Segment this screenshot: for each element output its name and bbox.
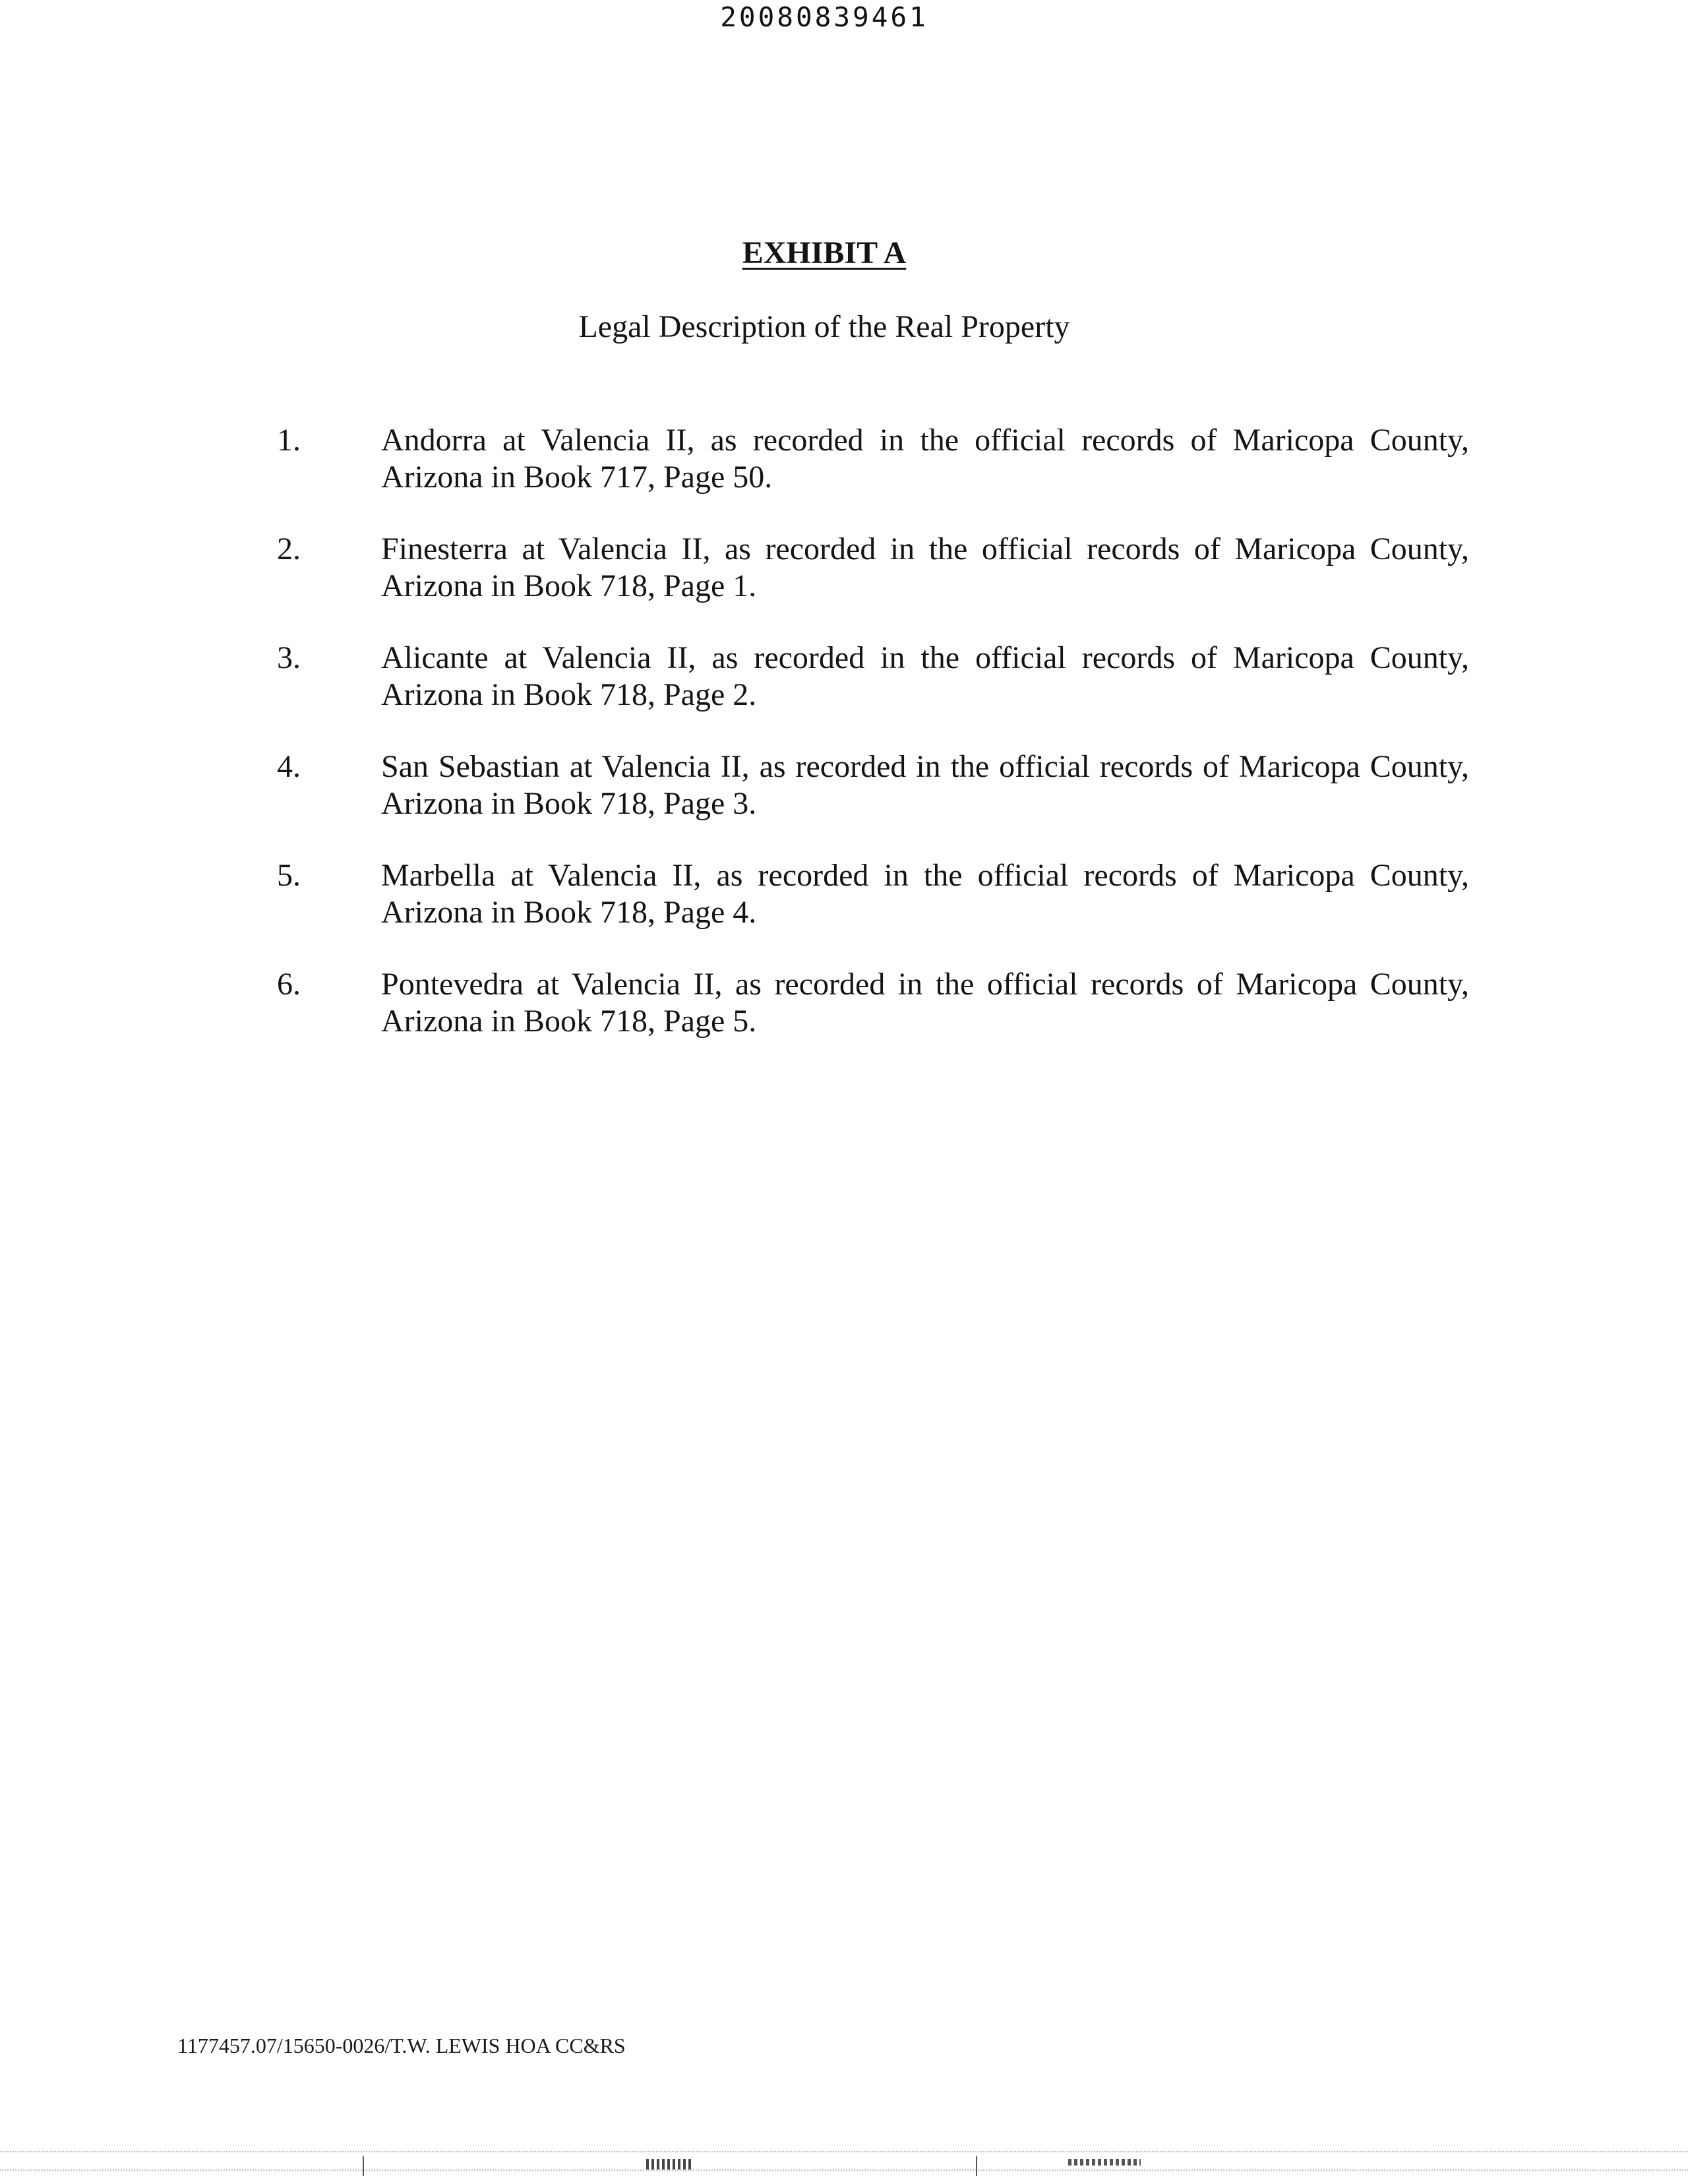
list-item-number: 6. <box>277 967 301 1002</box>
list-item-number: 1. <box>277 423 301 458</box>
scan-mark <box>976 2156 977 2176</box>
list-item-text: Marbella at Valencia II, as recorded in the official records of Maricopa County, Arizona in Book 718, Page 4. <box>381 858 1469 930</box>
scan-mark <box>1068 2159 1141 2166</box>
list-item-text: Alicante at Valencia II, as recorded in the official records of Maricopa County, Arizona in Book 718, Page 2. <box>381 640 1469 712</box>
list-item-number: 2. <box>277 531 301 566</box>
list-item <box>276 857 1469 931</box>
list-item-text: Pontevedra at Valencia II, as recorded in the official records of Maricopa County, Arizona in Book 718, Page 5. <box>381 967 1469 1039</box>
scan-edge-line <box>0 2151 1688 2152</box>
exhibit-subtitle: Legal Description of the Real Property <box>578 309 1070 344</box>
list-item <box>276 531 1469 605</box>
list-item-text: Finesterra at Valencia II, as recorded in the official records of Maricopa County, Arizona in Book 718, Page 1. <box>381 531 1469 603</box>
list-item <box>276 640 1469 713</box>
list-item <box>276 748 1469 822</box>
list-item-number: 5. <box>277 858 301 893</box>
list-item-number: 3. <box>277 640 301 675</box>
scan-edge-line <box>0 2169 1688 2171</box>
list-item-number: 4. <box>277 749 301 784</box>
exhibit-title: EXHIBIT A <box>742 235 907 270</box>
list-item <box>276 422 1469 496</box>
list-item-text: Andorra at Valencia II, as recorded in the official records of Maricopa County, Arizona in Book 717, Page 50. <box>381 423 1469 495</box>
scan-mark <box>363 2156 364 2176</box>
scan-mark <box>646 2159 692 2169</box>
recording-number: 20080839461 <box>720 1 928 33</box>
list-item <box>276 966 1469 1040</box>
list-item-text: San Sebastian at Valencia II, as recorded in the official records of Maricopa County, Arizona in Book 718, Page 3. <box>381 749 1469 821</box>
property-list <box>276 422 1469 1075</box>
document-reference: 1177457.07/15650-0026/T.W. LEWIS HOA CC&RS <box>177 2034 626 2057</box>
